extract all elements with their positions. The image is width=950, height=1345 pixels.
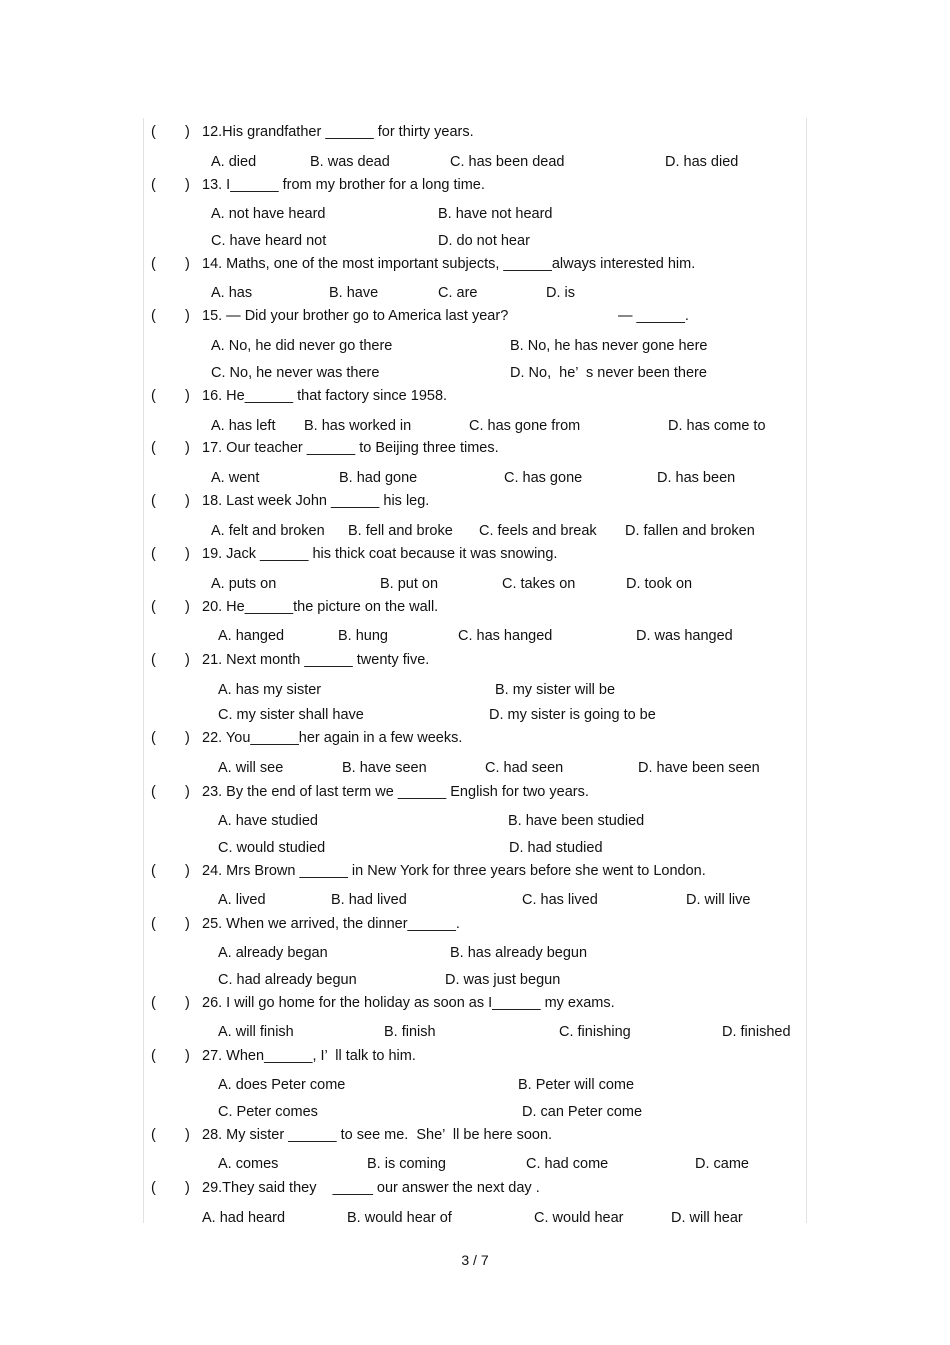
- option-c: C. had come: [526, 1156, 609, 1172]
- option-c: C. No, he never was there: [211, 365, 380, 381]
- option-c: C. has lived: [522, 892, 598, 908]
- option-c: C. has hanged: [458, 628, 553, 644]
- question-stem: 17. Our teacher ______ to Beijing three times.: [202, 440, 499, 456]
- answer-blank-open: (: [151, 546, 156, 562]
- option-d: D. was just begun: [445, 972, 561, 988]
- option-d: D. was hanged: [636, 628, 733, 644]
- option-b: B. have seen: [342, 760, 427, 776]
- option-d: D. took on: [626, 576, 693, 592]
- question-stem: 15. — Did your brother go to America last year?: [202, 308, 509, 324]
- question-stem: 27. When______, I’ ll talk to him.: [202, 1048, 416, 1064]
- option-a: A. lived: [218, 892, 266, 908]
- option-c: C. Peter comes: [218, 1104, 318, 1120]
- option-c: C. takes on: [502, 576, 576, 592]
- answer-blank-close: ): [185, 652, 190, 668]
- answer-blank-open: (: [151, 177, 156, 193]
- option-d: D. fallen and broken: [625, 523, 755, 539]
- option-a: A. has: [211, 285, 253, 301]
- question-stem: 29.They said they _____ our answer the next day .: [202, 1180, 540, 1196]
- answer-blank-close: ): [185, 1127, 190, 1143]
- answer-blank-open: (: [151, 388, 156, 404]
- option-b: B. fell and broke: [348, 523, 453, 539]
- option-d: D. is: [546, 285, 575, 301]
- option-a: A. have studied: [218, 813, 318, 829]
- option-b: B. was dead: [310, 154, 390, 170]
- answer-blank-open: (: [151, 995, 156, 1011]
- answer-blank-close: ): [185, 995, 190, 1011]
- answer-blank-close: ): [185, 308, 190, 324]
- option-c: C. are: [438, 285, 478, 301]
- option-b: B. had gone: [339, 470, 418, 486]
- answer-blank-close: ): [185, 1048, 190, 1064]
- option-a: A. hanged: [218, 628, 285, 644]
- page-border-right: [806, 118, 807, 1223]
- option-a: A. felt and broken: [211, 523, 325, 539]
- answer-blank-open: (: [151, 256, 156, 272]
- option-a: A. has my sister: [218, 682, 322, 698]
- option-c: C. feels and break: [479, 523, 597, 539]
- answer-blank-close: ): [185, 730, 190, 746]
- question-stem: 23. By the end of last term we ______ English for two years.: [202, 784, 589, 800]
- option-a: A. went: [211, 470, 260, 486]
- option-d: D. finished: [722, 1024, 791, 1040]
- option-b: B. finish: [384, 1024, 436, 1040]
- question-stem: 18. Last week John ______ his leg.: [202, 493, 430, 509]
- answer-blank-open: (: [151, 916, 156, 932]
- option-b: B. is coming: [367, 1156, 446, 1172]
- option-d: D. have been seen: [638, 760, 760, 776]
- answer-blank-open: (: [151, 124, 156, 140]
- answer-blank-close: ): [185, 440, 190, 456]
- page-number: 3 / 7: [461, 1252, 489, 1268]
- option-a: A. died: [211, 154, 257, 170]
- question-stem-reply: — ______.: [618, 308, 689, 324]
- option-b: B. Peter will come: [518, 1077, 635, 1093]
- option-b: B. put on: [380, 576, 439, 592]
- page-border-left: [143, 118, 144, 1223]
- answer-blank-open: (: [151, 493, 156, 509]
- option-b: B. have been studied: [508, 813, 645, 829]
- option-d: D. has been: [657, 470, 736, 486]
- option-a: A. had heard: [202, 1210, 286, 1226]
- question-stem: 28. My sister ______ to see me. She’ ll be here soon.: [202, 1127, 553, 1143]
- option-c: C. finishing: [559, 1024, 631, 1040]
- answer-blank-open: (: [151, 599, 156, 615]
- option-d: D. do not hear: [438, 233, 530, 249]
- answer-blank-close: ): [185, 256, 190, 272]
- option-a: A. No, he did never go there: [211, 338, 393, 354]
- answer-blank-open: (: [151, 440, 156, 456]
- question-stem: 25. When we arrived, the dinner______.: [202, 916, 460, 932]
- answer-blank-close: ): [185, 546, 190, 562]
- option-c: C. has gone from: [469, 418, 581, 434]
- answer-blank-close: ): [185, 1180, 190, 1196]
- option-b: B. has worked in: [304, 418, 412, 434]
- option-a: A. already began: [218, 945, 328, 961]
- option-b: B. hung: [338, 628, 388, 644]
- question-stem: 22. You______her again in a few weeks.: [202, 730, 463, 746]
- option-c: C. has been dead: [450, 154, 565, 170]
- option-b: B. have not heard: [438, 206, 553, 222]
- answer-blank-open: (: [151, 1180, 156, 1196]
- option-a: A. not have heard: [211, 206, 326, 222]
- option-d: D. can Peter come: [522, 1104, 643, 1120]
- option-c: C. had already begun: [218, 972, 357, 988]
- answer-blank-close: ): [185, 784, 190, 800]
- option-b: B. my sister will be: [495, 682, 616, 698]
- question-stem: 19. Jack ______ his thick coat because it was snowing.: [202, 546, 558, 562]
- option-b: B. has already begun: [450, 945, 588, 961]
- answer-blank-open: (: [151, 784, 156, 800]
- option-c: C. would studied: [218, 840, 326, 856]
- question-stem: 20. He______the picture on the wall.: [202, 599, 439, 615]
- option-a: A. comes: [218, 1156, 279, 1172]
- option-c: C. have heard not: [211, 233, 327, 249]
- answer-blank-open: (: [151, 863, 156, 879]
- answer-blank-open: (: [151, 1048, 156, 1064]
- question-stem: 26. I will go home for the holiday as soon as I______ my exams.: [202, 995, 615, 1011]
- question-stem: 12.His grandfather ______ for thirty years.: [202, 124, 474, 140]
- answer-blank-close: ): [185, 177, 190, 193]
- answer-blank-open: (: [151, 730, 156, 746]
- option-d: D. has come to: [668, 418, 766, 434]
- question-stem: 16. He______ that factory since 1958.: [202, 388, 448, 404]
- option-a: A. puts on: [211, 576, 277, 592]
- option-b: B. would hear of: [347, 1210, 452, 1226]
- option-d: D. has died: [665, 154, 739, 170]
- answer-blank-open: (: [151, 1127, 156, 1143]
- question-stem: 21. Next month ______ twenty five.: [202, 652, 430, 668]
- option-b: B. have: [329, 285, 379, 301]
- option-c: C. my sister shall have: [218, 707, 364, 723]
- option-d: D. will live: [686, 892, 751, 908]
- answer-blank-close: ): [185, 124, 190, 140]
- option-b: B. No, he has never gone here: [510, 338, 708, 354]
- answer-blank-open: (: [151, 308, 156, 324]
- answer-blank-close: ): [185, 916, 190, 932]
- option-d: D. had studied: [509, 840, 603, 856]
- answer-blank-close: ): [185, 388, 190, 404]
- option-c: C. had seen: [485, 760, 564, 776]
- option-d: D. came: [695, 1156, 749, 1172]
- option-d: D. my sister is going to be: [489, 707, 656, 723]
- question-stem: 14. Maths, one of the most important subjects, ______always interested him.: [202, 256, 696, 272]
- option-c: C. would hear: [534, 1210, 624, 1226]
- option-d: D. will hear: [671, 1210, 743, 1226]
- option-a: A. will finish: [218, 1024, 294, 1040]
- option-a: A. has left: [211, 418, 276, 434]
- option-d: D. No, he’ s never been there: [510, 365, 707, 381]
- question-stem: 13. I______ from my brother for a long time.: [202, 177, 485, 193]
- option-a: A. does Peter come: [218, 1077, 346, 1093]
- question-stem: 24. Mrs Brown ______ in New York for three years before she went to London.: [202, 863, 706, 879]
- answer-blank-open: (: [151, 652, 156, 668]
- option-c: C. has gone: [504, 470, 583, 486]
- answer-blank-close: ): [185, 493, 190, 509]
- option-a: A. will see: [218, 760, 284, 776]
- answer-blank-close: ): [185, 863, 190, 879]
- answer-blank-close: ): [185, 599, 190, 615]
- option-b: B. had lived: [331, 892, 407, 908]
